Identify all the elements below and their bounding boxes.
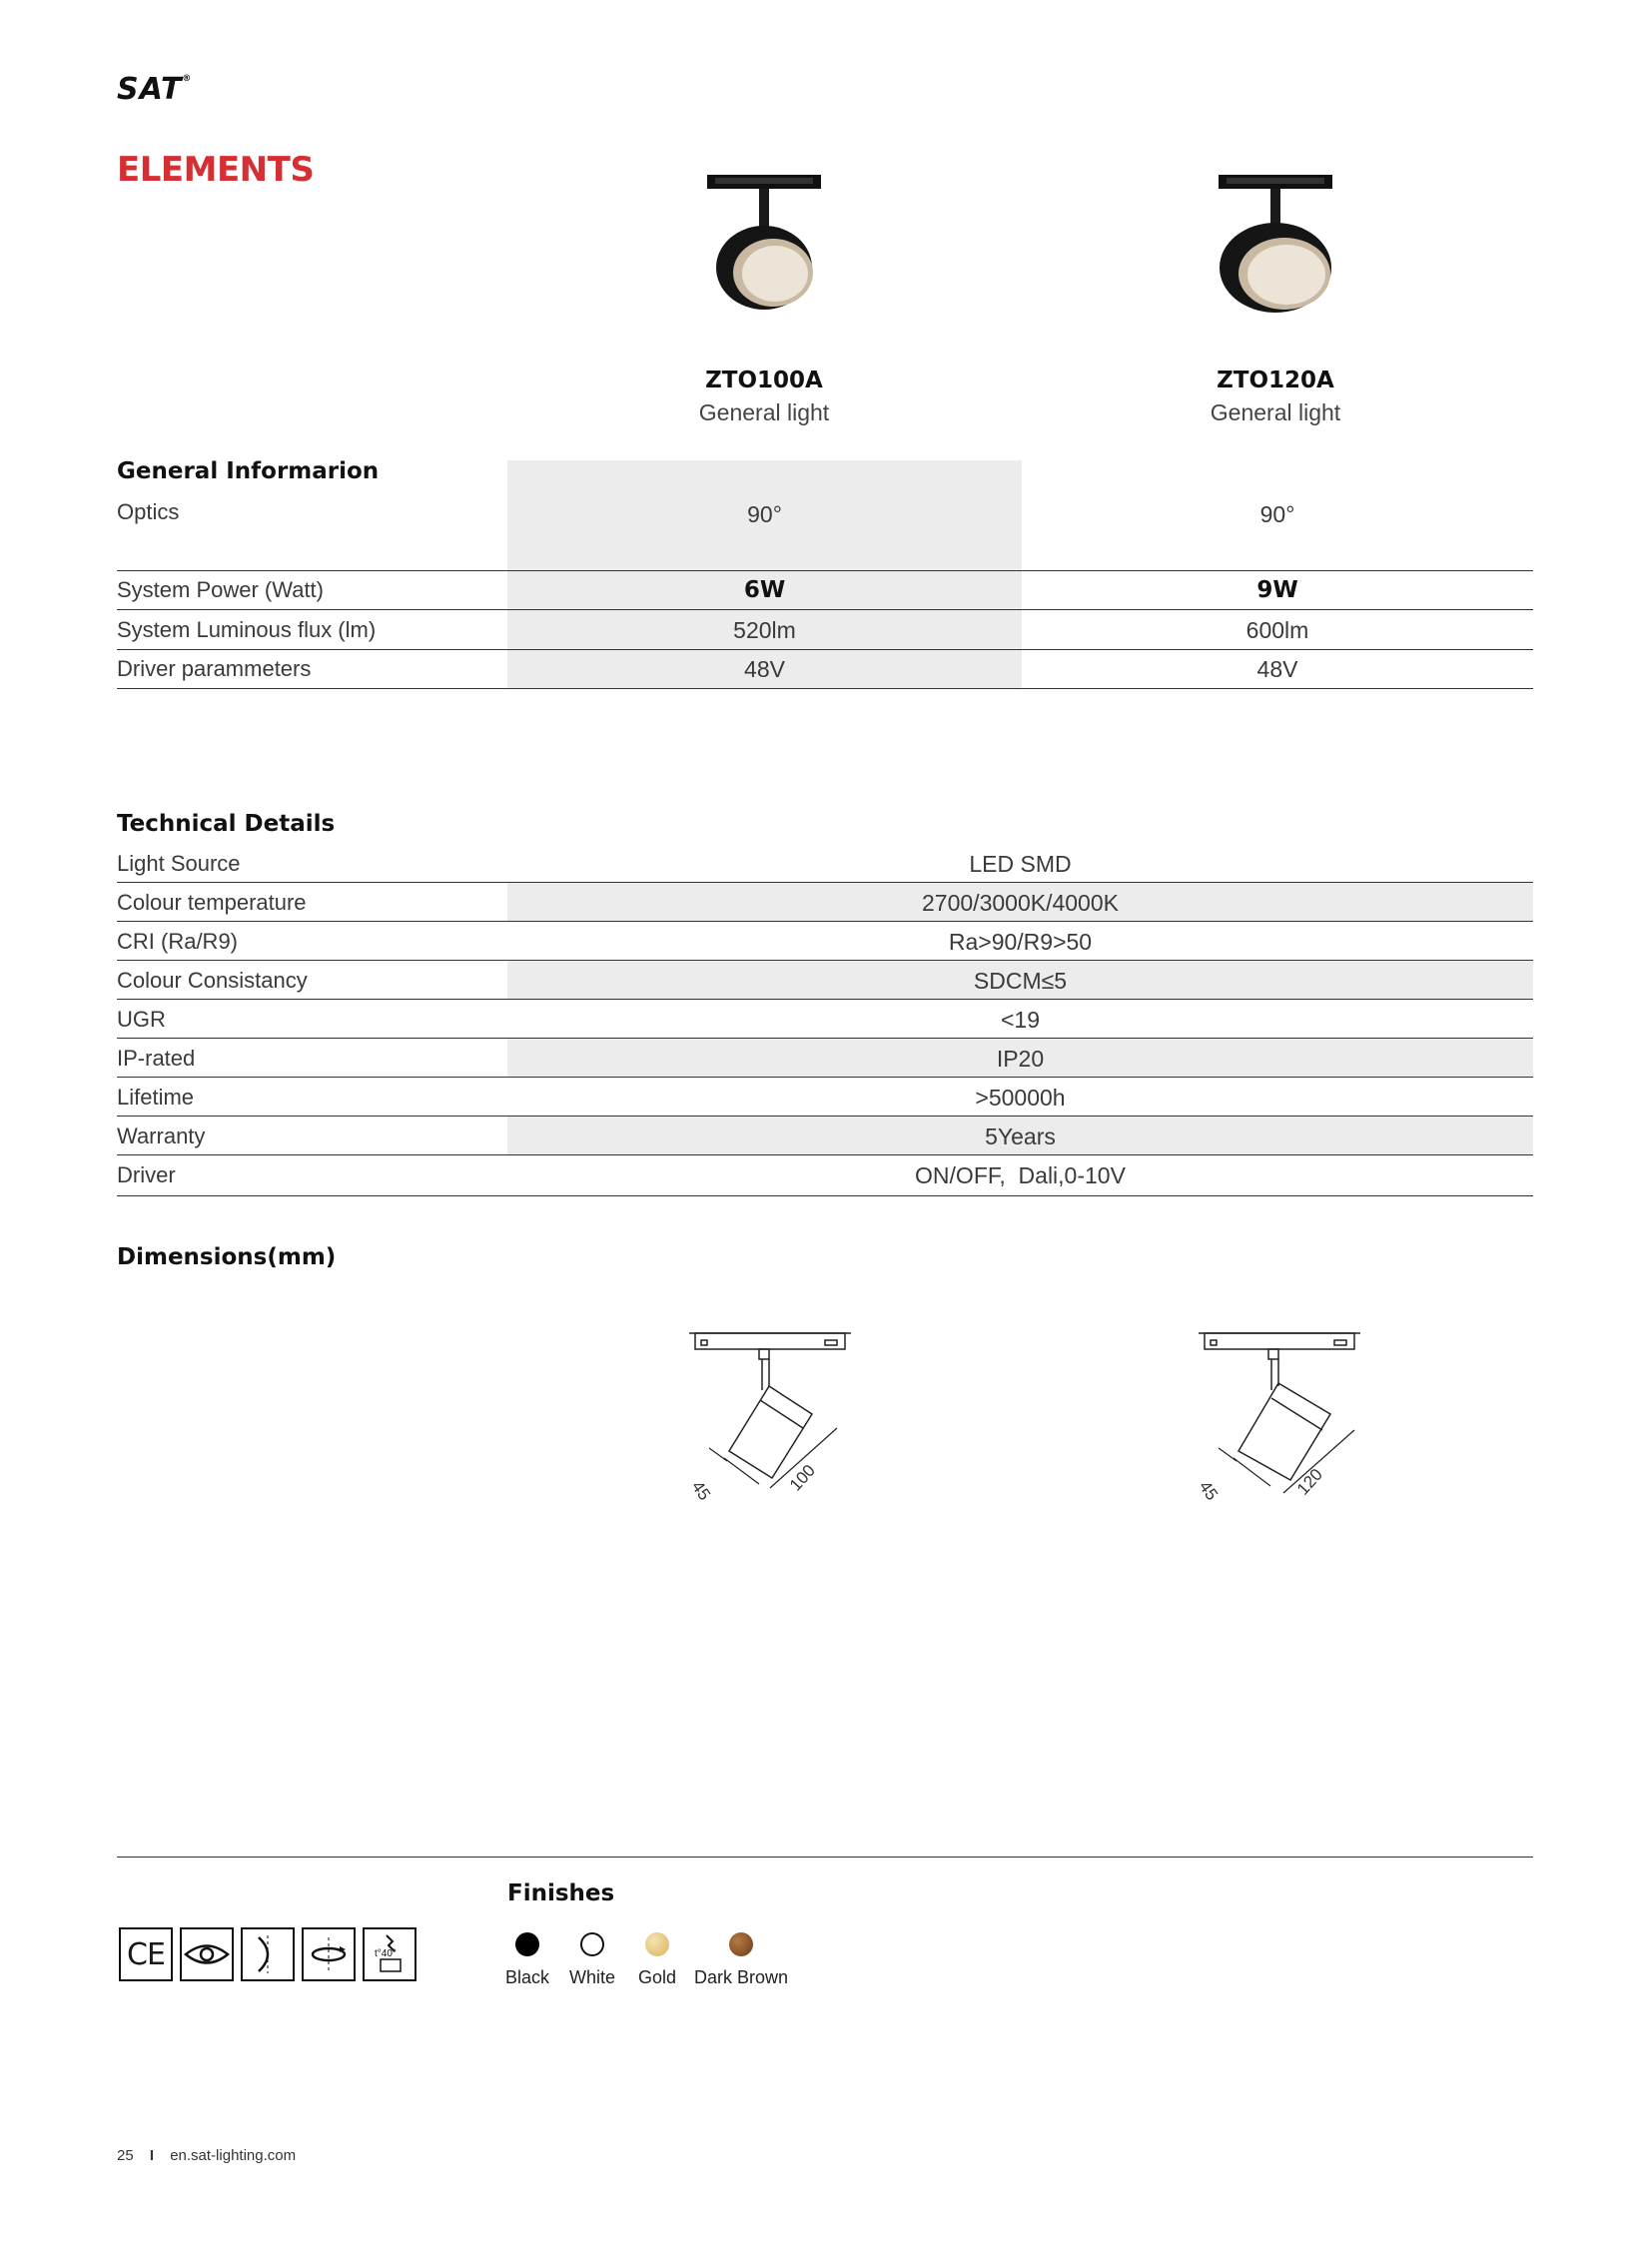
row-label-driver-params: Driver parammeters	[117, 656, 312, 681]
finish-swatch-white	[572, 1932, 612, 1956]
finish-label-gold: Gold	[637, 1967, 677, 1987]
finish-swatch-gold	[637, 1932, 677, 1956]
cell-driver: ON/OFF, Dali,0-10V	[915, 1162, 1126, 1188]
cell-ip-rated: IP20	[996, 1046, 1045, 1072]
technical-heading: Technical Details	[117, 811, 336, 837]
product-subtitle: General light	[698, 399, 830, 425]
finish-swatch-black	[507, 1932, 547, 1956]
cell-lifetime: >50000h	[975, 1085, 1066, 1111]
finish-label-white: White	[568, 1967, 615, 1987]
cell-flux-zto120a: 600lm	[1245, 617, 1309, 643]
general-info-heading: General Informarion	[117, 458, 380, 484]
row-label-light-source: Light Source	[117, 851, 241, 876]
divider	[117, 921, 1533, 922]
cell-optics-zto120a: 90°	[1259, 501, 1295, 527]
divider	[117, 1116, 1533, 1117]
dimension-length-label: 100	[785, 1460, 819, 1495]
divider	[117, 1077, 1533, 1078]
product-code: ZTO100A	[705, 368, 823, 393]
cell-cri: Ra>90/R9>50	[948, 929, 1093, 955]
row-label-ugr: UGR	[117, 1007, 166, 1032]
dimension-width-label: 45	[1195, 1477, 1223, 1504]
cell-driver-zto100a: 48V	[744, 656, 785, 682]
dimension-drawing-zto100a	[669, 1318, 869, 1518]
finish-color-dot	[515, 1932, 539, 1956]
finishes-heading: Finishes	[507, 1880, 615, 1906]
divider	[117, 1038, 1533, 1039]
eye-safety-icon	[180, 1927, 234, 1981]
product-subtitle: General light	[1210, 399, 1341, 425]
divider	[117, 999, 1533, 1000]
finish-label-black: Black	[504, 1967, 549, 1987]
divider	[117, 1154, 1533, 1155]
product-image-zto100a	[699, 170, 829, 320]
product-image-zto120a	[1211, 170, 1340, 320]
section-title: ELEMENTS	[117, 150, 315, 190]
brand-logo: SAT®	[117, 72, 193, 107]
cell-driver-zto120a: 48V	[1256, 656, 1298, 682]
cell-power-zto120a: 9W	[1256, 577, 1298, 603]
row-label-cri: CRI (Ra/R9)	[117, 929, 239, 954]
divider	[117, 609, 1533, 610]
cell-ugr: <19	[1000, 1007, 1040, 1033]
tilt-angle-icon	[241, 1927, 295, 1981]
finish-color-dot	[729, 1932, 753, 1956]
finish-label-dark-brown: Dark Brown	[693, 1967, 789, 1987]
row-label-flux: System Luminous flux (lm)	[117, 617, 377, 642]
row-label-colour-temperature: Colour temperature	[117, 890, 307, 915]
finish-color-dot	[645, 1932, 669, 1956]
dimension-drawing-zto120a	[1179, 1318, 1378, 1528]
footer-separator: I	[149, 2147, 155, 2164]
ambient-temperature-icon	[363, 1927, 416, 1981]
divider	[117, 960, 1533, 961]
row-label-ip-rated: IP-rated	[117, 1046, 196, 1071]
finish-color-dot	[580, 1932, 604, 1956]
divider	[117, 1857, 1533, 1858]
cell-colour-consistancy: SDCM≤5	[973, 968, 1068, 994]
finish-swatch-dark-brown	[721, 1932, 761, 1956]
divider	[117, 649, 1533, 650]
cell-colour-temperature: 2700/3000K/4000K	[922, 890, 1119, 916]
dimension-width-label: 45	[687, 1477, 715, 1504]
product-code: ZTO120A	[1217, 368, 1334, 393]
row-label-power: System Power (Watt)	[117, 577, 324, 602]
row-label-warranty: Warranty	[117, 1123, 206, 1148]
row-label-lifetime: Lifetime	[117, 1085, 195, 1110]
cell-light-source: LED SMD	[969, 851, 1072, 877]
cell-warranty: 5Years	[985, 1123, 1056, 1149]
rotation-icon	[302, 1927, 356, 1981]
divider	[117, 688, 1533, 689]
page-number: 25	[117, 2147, 134, 2164]
general-table-shade	[507, 460, 1022, 688]
dimension-length-label: 120	[1292, 1464, 1326, 1499]
cell-optics-zto100a: 90°	[747, 501, 782, 527]
footer	[117, 2147, 296, 2164]
divider	[117, 570, 1533, 571]
ambient-temperature-label: t°40°	[375, 1948, 397, 1959]
row-label-optics: Optics	[117, 499, 180, 524]
cell-flux-zto100a: 520lm	[733, 617, 796, 643]
row-label-colour-consistancy: Colour Consistancy	[117, 968, 308, 993]
website-link[interactable]: en.sat-lighting.com	[170, 2147, 297, 2164]
ce-mark-icon: CE	[119, 1927, 173, 1981]
row-label-driver: Driver	[117, 1162, 176, 1187]
divider	[117, 1195, 1533, 1196]
cell-power-zto100a: 6W	[743, 577, 786, 603]
dimensions-heading: Dimensions(mm)	[117, 1244, 337, 1270]
divider	[117, 882, 1533, 883]
